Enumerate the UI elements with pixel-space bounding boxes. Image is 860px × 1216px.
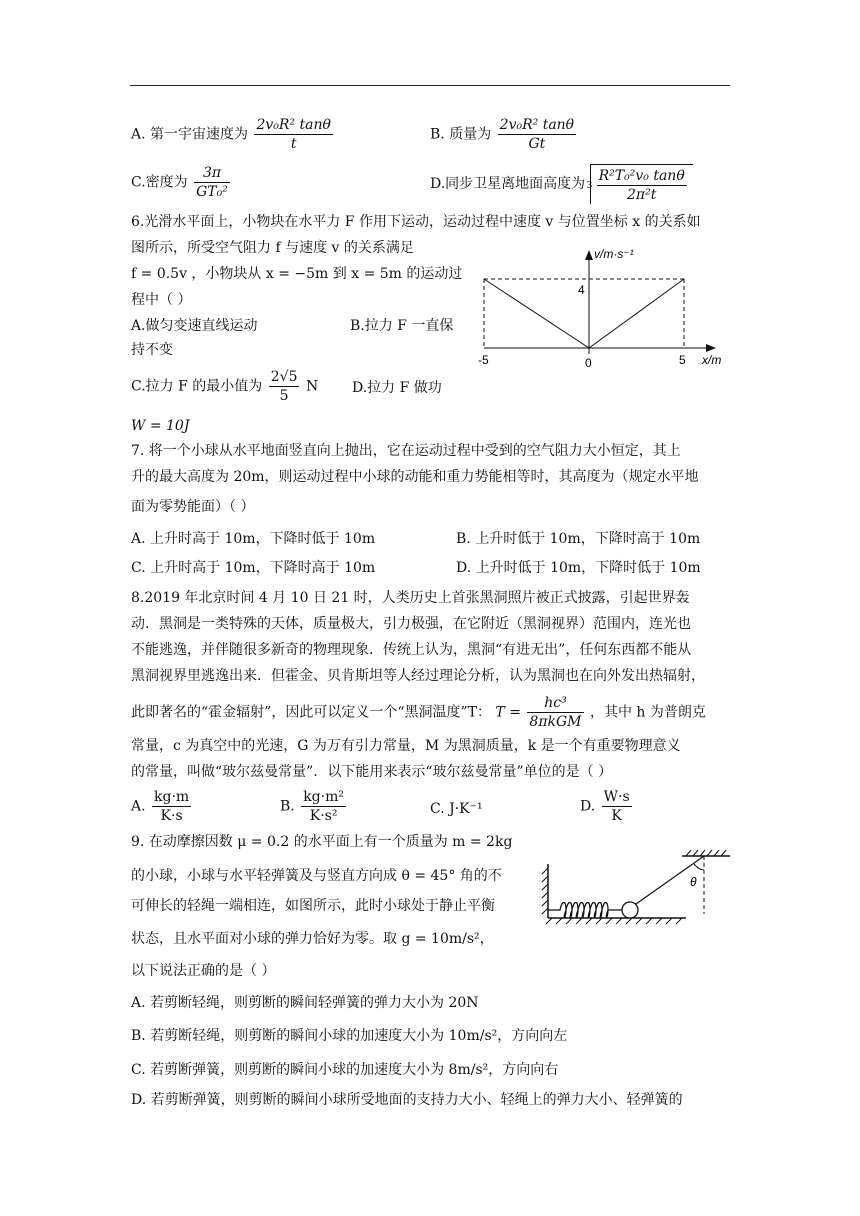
theta-label: θ <box>690 875 697 889</box>
q5-option-d <box>430 164 693 204</box>
q8-line-5-prefix: 此即著名的“霍金辐射”，因此可以定义一个“黑洞温度”T： <box>131 704 491 721</box>
cube-root-index: 3 <box>586 181 593 191</box>
q6-c-numerator: 2√5 <box>270 369 298 385</box>
q8-option-b-fraction <box>301 788 346 825</box>
q8-line-7: 的常量，叫做“玻尔兹曼常量”．以下能用来表示“玻尔兹曼常量”单位的是（ ） <box>131 764 613 780</box>
q6-line-2: 图所示，所受空气阻力 f 与速度 v 的关系满足 <box>131 240 414 256</box>
x-tick-0: 0 <box>585 356 592 370</box>
q8-option-b <box>280 788 348 825</box>
q5-option-d-fraction <box>597 167 687 204</box>
ball <box>622 902 638 918</box>
x-tick-minus-5: -5 <box>478 353 489 367</box>
q5-option-b <box>430 116 578 153</box>
q8-d-numerator: W·s <box>603 789 630 805</box>
q8-a-numerator: kg·m <box>154 789 190 805</box>
q9-line-3: 可伸长的轻绳一端相连，如图所示，此时小球处于静止平衡 <box>131 898 495 914</box>
hawking-temperature-fraction <box>527 694 583 731</box>
hawking-formula-numerator: hc³ <box>527 694 583 713</box>
left-velocity-segment <box>484 279 589 348</box>
q5-option-d-cube-root <box>586 164 693 204</box>
hawking-temperature-symbol: T = <box>495 704 521 721</box>
q8-line-5 <box>131 694 706 731</box>
q8-b-numerator: kg·m² <box>303 789 344 805</box>
q8-line-3: 不能逃逸，并伴随很多新奇的物理现象．传统上认为，黑洞“有进无出”，任何东西都不能从 <box>131 642 692 658</box>
q8-line-4: 黑洞视界里逃逸出来．但霍金、贝肯斯坦等人经过理论分析，认为黑洞也在向外发出热辐射， <box>131 668 705 684</box>
q7-line-3: 面为零势能面）（ ） <box>131 499 255 515</box>
floor-hatch <box>546 918 682 924</box>
q5-option-d-label: D.同步卫星离地面高度为 <box>430 176 586 192</box>
q9-line-1: 9. 在动摩擦因数 μ = 0.2 的水平面上有一个质量为 m = 2kg <box>131 834 513 850</box>
x-axis-label: x/m <box>702 353 722 367</box>
q5-a-numerator: 2v₀R² tanθ <box>256 117 331 133</box>
q9-option-c: C. 若剪断弹簧，则剪断的瞬间小球的加速度大小为 8m/s²，方向向右 <box>131 1062 559 1078</box>
q6-option-b-line-2: 持不变 <box>131 342 173 358</box>
q5-c-numerator: 3π <box>194 164 230 183</box>
wall-hatch <box>542 868 548 914</box>
q5-option-a <box>131 116 335 153</box>
q6-velocity-position-graph <box>474 242 730 372</box>
q6-option-c-unit: N <box>305 378 319 395</box>
header-rule <box>130 85 730 86</box>
x-tick-5: 5 <box>679 353 686 367</box>
q7-option-c: C. 上升时高于 10m，下降时高于 10m <box>131 560 376 576</box>
q7-line-2: 升的最大高度为 20m，则运动过程中小球的动能和重力势能相等时，其高度为（规定水平地 <box>131 469 699 485</box>
q8-option-d-label: D. <box>580 798 596 815</box>
q8-option-b-label: B. <box>280 798 295 815</box>
q9-option-b: B. 若剪断轻绳，则剪断的瞬间小球的加速度大小为 10m/s²，方向向左 <box>131 1028 568 1044</box>
q5-c-denominator: GT₀² <box>196 184 228 200</box>
y-axis-arrow-icon <box>585 250 593 260</box>
q7-line-1: 7. 将一个小球从水平地面竖直向上抛出，它在运动过程中受到的空气阻力大小恒定，其上 <box>131 443 681 459</box>
q8-line-1: 8.2019 年北京时间 4 月 10 日 21 时，人类历史上首张黑洞照片被正式披露，引起世界轰 <box>131 590 690 606</box>
q9-line-4: 状态，且水平面对小球的弹力恰好为零。取 g = 10m/s²， <box>131 931 494 947</box>
q8-option-a <box>131 788 193 825</box>
q6-option-c <box>131 368 318 405</box>
q6-option-a: A.做匀变速直线运动 <box>131 318 258 334</box>
q9-option-a: A. 若剪断轻绳，则剪断的瞬间轻弹簧的弹力大小为 20N <box>131 995 479 1011</box>
q6-option-c-label: C.拉力 F 的最小值为 <box>131 378 263 395</box>
q5-option-a-label: A. 第一宇宙速度为 <box>131 126 249 143</box>
q6-option-d-line-2: W = 10J <box>131 418 190 434</box>
q8-option-a-label: A. <box>131 798 146 815</box>
q6-option-d-line-1: D.拉力 F 做功 <box>352 380 442 396</box>
x-axis-arrow-icon <box>706 344 716 352</box>
q5-option-c <box>131 164 232 201</box>
q5-option-c-fraction <box>194 164 230 201</box>
q5-b-denominator: Gt <box>528 136 546 152</box>
q5-d-denominator: 2π²t <box>627 187 657 203</box>
q5-option-a-fraction <box>254 116 332 153</box>
q9-line-2: 的小球，小球与水平轻弹簧及与竖直方向成 θ = 45° 角的不 <box>131 868 502 884</box>
q6-line-1: 6.光滑水平面上，小物块在水平力 F 作用下运动，运动过程中速度 v 与位置坐标 x 的关系如 <box>131 214 701 230</box>
q8-option-c: C. J·K⁻¹ <box>430 801 483 817</box>
q8-option-a-fraction <box>152 788 191 825</box>
q8-option-d <box>580 788 634 825</box>
ceiling-hatch <box>686 850 726 856</box>
right-velocity-segment <box>589 279 684 348</box>
q9-spring-rope-figure <box>536 848 732 932</box>
q8-line-6: 常量，c 为真空中的光速，G 为万有引力常量，M 为黑洞质量，k 是一个有重要物理意义 <box>131 738 681 754</box>
y-tick-4: 4 <box>578 283 585 297</box>
spring-coil <box>548 903 622 918</box>
q8-b-denominator: K·s² <box>309 808 338 824</box>
hawking-formula-denominator: 8πkGM <box>529 714 582 730</box>
q8-a-denominator: K·s <box>160 808 183 824</box>
q5-option-c-label: C.密度为 <box>131 174 188 191</box>
q5-option-b-fraction <box>498 116 576 153</box>
q6-line-3: f = 0.5v ，小物块从 x = −5m 到 x = 5m 的运动过 <box>131 266 463 282</box>
q7-option-a: A. 上升时高于 10m，下降时低于 10m <box>131 531 376 547</box>
q6-line-4: 程中（ ） <box>131 292 192 308</box>
angle-arc <box>694 864 704 870</box>
q8-d-denominator: K <box>611 808 622 824</box>
q5-a-denominator: t <box>290 136 297 152</box>
q5-d-numerator: R²T₀²v₀ tanθ <box>598 168 685 184</box>
q8-line-5-suffix: ，其中 h 为普朗克 <box>589 704 706 721</box>
q9-option-d: D. 若剪断弹簧，则剪断的瞬间小球所受地面的支持力大小、轻绳上的弹力大小、轻弹簧的 <box>131 1092 683 1108</box>
q6-option-c-fraction <box>269 368 300 405</box>
q5-b-numerator: 2v₀R² tanθ <box>499 117 575 133</box>
q6-c-denominator: 5 <box>279 388 289 404</box>
q7-option-d: D. 上升时低于 10m，下降时低于 10m <box>456 560 701 576</box>
y-axis-label: v/m·s⁻¹ <box>594 247 634 261</box>
q5-option-b-label: B. 质量为 <box>430 126 492 143</box>
q8-line-2: 动．黑洞是一类特殊的天体，质量极大，引力极强，在它附近（黑洞视界）范围内，连光也 <box>131 616 691 632</box>
q8-option-d-fraction <box>602 788 632 825</box>
q6-option-b-line-1: B.拉力 F 一直保 <box>350 318 454 334</box>
q9-line-5: 以下说法正确的是（ ） <box>131 963 276 979</box>
q7-option-b: B. 上升时低于 10m，下降时高于 10m <box>456 531 701 547</box>
